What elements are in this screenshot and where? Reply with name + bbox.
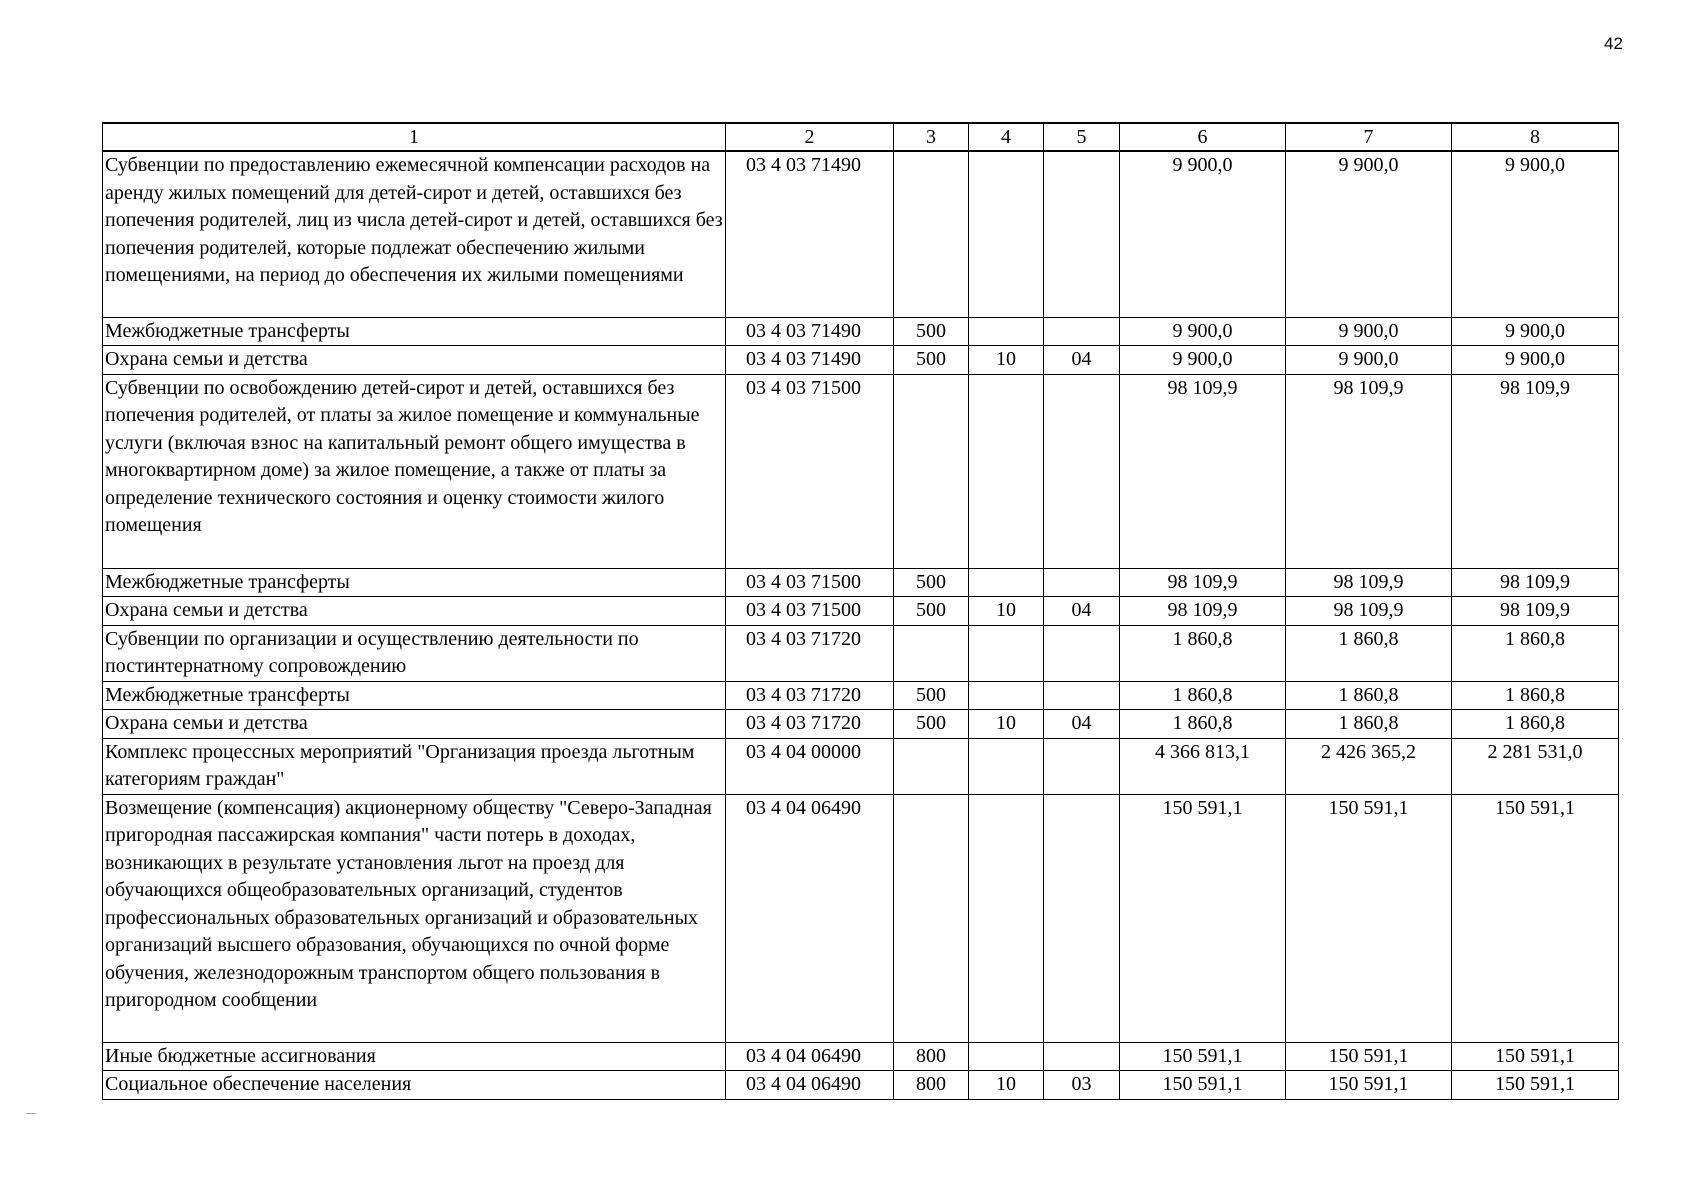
row-value-col8-cell: 150 591,1: [1452, 1071, 1619, 1100]
row-code-cell: 03 4 03 71720: [726, 681, 894, 710]
row-name-cell: Комплекс процессных мероприятий "Организация проезда льготным категориям граждан": [103, 738, 726, 794]
row-section-cell: [969, 374, 1044, 568]
column-header: 4: [969, 123, 1044, 151]
row-value-col8-cell: 1 860,8: [1452, 681, 1619, 710]
row-name-cell: Социальное обеспечение населения: [103, 1071, 726, 1100]
table-row: [103, 1042, 1619, 1071]
row-value-col8-cell: 150 591,1: [1452, 794, 1619, 1042]
row-code-cell: 03 4 03 71500: [726, 374, 894, 568]
row-name-cell: Возмещение (компенсация) акционерному обществу "Северо-Западная пригородная пассажирская компания" части потерь в доходах, возникающих в результате установления льгот на проезд для обучающихся общеобразовательных организаций, студентов профессиональных образовательных организаций и образовательных организаций высшего образования, обучающихся по очной форме обучения, железнодорожным транспортом общего пользования в пригородном сообщении: [103, 794, 726, 1042]
table-row: [103, 794, 1619, 1042]
row-name-cell: Межбюджетные трансферты: [103, 681, 726, 710]
row-value-col8-cell: 2 281 531,0: [1452, 738, 1619, 794]
row-value-col7-cell: 1 860,8: [1286, 710, 1452, 739]
row-section-cell: 10: [969, 346, 1044, 375]
column-header: 3: [894, 123, 969, 151]
row-expense-type-cell: 500: [894, 568, 969, 597]
row-name-cell: Межбюджетные трансферты: [103, 317, 726, 346]
row-code-cell: 03 4 03 71500: [726, 597, 894, 626]
row-subsection-cell: [1044, 738, 1120, 794]
row-value-col6-cell: 1 860,8: [1120, 710, 1286, 739]
row-value-col7-cell: 150 591,1: [1286, 794, 1452, 1042]
table-row: [103, 151, 1619, 317]
row-expense-type-cell: 500: [894, 317, 969, 346]
row-subsection-cell: 04: [1044, 710, 1120, 739]
row-subsection-cell: [1044, 374, 1120, 568]
table-row: [103, 346, 1619, 375]
table-row: [103, 374, 1619, 568]
row-section-cell: 10: [969, 710, 1044, 739]
row-value-col6-cell: 150 591,1: [1120, 1071, 1286, 1100]
row-value-col7-cell: 98 109,9: [1286, 597, 1452, 626]
row-value-col7-cell: 9 900,0: [1286, 317, 1452, 346]
row-name-cell: Субвенции по предоставлению ежемесячной компенсации расходов на аренду жилых помещений для детей-сирот и детей, оставшихся без попечения родителей, лиц из числа детей-сирот и детей, оставшихся без попечения родителей, которые подлежат обеспечению жилыми помещениями, на период до обеспечения их жилыми помещениями: [103, 151, 726, 317]
column-header: 6: [1120, 123, 1286, 151]
row-subsection-cell: [1044, 681, 1120, 710]
row-value-col7-cell: 150 591,1: [1286, 1071, 1452, 1100]
column-header: 7: [1286, 123, 1452, 151]
row-expense-type-cell: [894, 738, 969, 794]
row-value-col6-cell: 1 860,8: [1120, 625, 1286, 681]
row-section-cell: [969, 568, 1044, 597]
row-name-cell: Охрана семьи и детства: [103, 597, 726, 626]
scan-mark: —: [26, 1108, 36, 1119]
row-name-cell: Субвенции по освобождению детей-сирот и детей, оставшихся без попечения родителей, от платы за жилое помещение и коммунальные услуги (включая взнос на капитальный ремонт общего имущества в многоквартирном доме) за жилое помещение, а также от платы за определение технического состояния и оценку стоимости жилого помещения: [103, 374, 726, 568]
row-code-cell: 03 4 04 06490: [726, 1071, 894, 1100]
row-value-col6-cell: 9 900,0: [1120, 317, 1286, 346]
column-header: 8: [1452, 123, 1619, 151]
row-code-cell: 03 4 03 71720: [726, 625, 894, 681]
row-code-cell: 03 4 04 00000: [726, 738, 894, 794]
row-expense-type-cell: 500: [894, 597, 969, 626]
row-code-cell: 03 4 03 71490: [726, 346, 894, 375]
row-expense-type-cell: [894, 625, 969, 681]
row-subsection-cell: 04: [1044, 597, 1120, 626]
row-value-col8-cell: 98 109,9: [1452, 597, 1619, 626]
row-value-col8-cell: 1 860,8: [1452, 710, 1619, 739]
row-section-cell: [969, 681, 1044, 710]
row-subsection-cell: [1044, 1042, 1120, 1071]
table-row: [103, 710, 1619, 739]
row-code-cell: 03 4 03 71490: [726, 151, 894, 317]
row-section-cell: [969, 794, 1044, 1042]
row-name-cell: Охрана семьи и детства: [103, 346, 726, 375]
row-value-col8-cell: 1 860,8: [1452, 625, 1619, 681]
row-value-col8-cell: 9 900,0: [1452, 346, 1619, 375]
row-value-col8-cell: 98 109,9: [1452, 374, 1619, 568]
row-section-cell: [969, 625, 1044, 681]
row-expense-type-cell: 500: [894, 681, 969, 710]
row-value-col6-cell: 150 591,1: [1120, 1042, 1286, 1071]
column-header-row: [103, 123, 1619, 151]
row-code-cell: 03 4 04 06490: [726, 1042, 894, 1071]
row-value-col6-cell: 4 366 813,1: [1120, 738, 1286, 794]
budget-table: [102, 122, 1619, 1100]
row-value-col6-cell: 9 900,0: [1120, 151, 1286, 317]
column-header: 1: [103, 123, 726, 151]
row-subsection-cell: [1044, 794, 1120, 1042]
row-value-col6-cell: 150 591,1: [1120, 794, 1286, 1042]
row-subsection-cell: [1044, 625, 1120, 681]
row-value-col8-cell: 150 591,1: [1452, 1042, 1619, 1071]
row-expense-type-cell: [894, 151, 969, 317]
row-value-col8-cell: 98 109,9: [1452, 568, 1619, 597]
table-row: [103, 568, 1619, 597]
row-subsection-cell: [1044, 151, 1120, 317]
row-subsection-cell: 03: [1044, 1071, 1120, 1100]
row-value-col7-cell: 1 860,8: [1286, 681, 1452, 710]
row-name-cell: Межбюджетные трансферты: [103, 568, 726, 597]
page-number: 42: [1604, 34, 1623, 53]
column-header: 5: [1044, 123, 1120, 151]
row-value-col6-cell: 9 900,0: [1120, 346, 1286, 375]
row-value-col6-cell: 98 109,9: [1120, 568, 1286, 597]
row-value-col7-cell: 98 109,9: [1286, 568, 1452, 597]
row-subsection-cell: 04: [1044, 346, 1120, 375]
row-code-cell: 03 4 03 71720: [726, 710, 894, 739]
row-expense-type-cell: 500: [894, 346, 969, 375]
row-value-col7-cell: 1 860,8: [1286, 625, 1452, 681]
row-value-col6-cell: 1 860,8: [1120, 681, 1286, 710]
column-header: 2: [726, 123, 894, 151]
row-section-cell: 10: [969, 597, 1044, 626]
row-value-col7-cell: 9 900,0: [1286, 346, 1452, 375]
table-row: [103, 681, 1619, 710]
table-row: [103, 738, 1619, 794]
row-subsection-cell: [1044, 568, 1120, 597]
row-code-cell: 03 4 03 71490: [726, 317, 894, 346]
row-code-cell: 03 4 03 71500: [726, 568, 894, 597]
row-subsection-cell: [1044, 317, 1120, 346]
row-value-col7-cell: 9 900,0: [1286, 151, 1452, 317]
row-name-cell: Охрана семьи и детства: [103, 710, 726, 739]
row-expense-type-cell: [894, 374, 969, 568]
table-row: [103, 317, 1619, 346]
row-value-col6-cell: 98 109,9: [1120, 597, 1286, 626]
row-expense-type-cell: 800: [894, 1042, 969, 1071]
row-section-cell: [969, 317, 1044, 346]
table-row: [103, 597, 1619, 626]
row-value-col7-cell: 2 426 365,2: [1286, 738, 1452, 794]
row-section-cell: [969, 151, 1044, 317]
row-expense-type-cell: [894, 794, 969, 1042]
row-name-cell: Субвенции по организации и осуществлению деятельности по постинтернатному сопровождению: [103, 625, 726, 681]
row-value-col8-cell: 9 900,0: [1452, 317, 1619, 346]
row-value-col6-cell: 98 109,9: [1120, 374, 1286, 568]
row-section-cell: 10: [969, 1071, 1044, 1100]
row-section-cell: [969, 1042, 1044, 1071]
table-row: [103, 625, 1619, 681]
row-expense-type-cell: 800: [894, 1071, 969, 1100]
row-section-cell: [969, 738, 1044, 794]
row-value-col8-cell: 9 900,0: [1452, 151, 1619, 317]
row-value-col7-cell: 98 109,9: [1286, 374, 1452, 568]
table-row: [103, 1071, 1619, 1100]
row-value-col7-cell: 150 591,1: [1286, 1042, 1452, 1071]
row-code-cell: 03 4 04 06490: [726, 794, 894, 1042]
row-name-cell: Иные бюджетные ассигнования: [103, 1042, 726, 1071]
row-expense-type-cell: 500: [894, 710, 969, 739]
